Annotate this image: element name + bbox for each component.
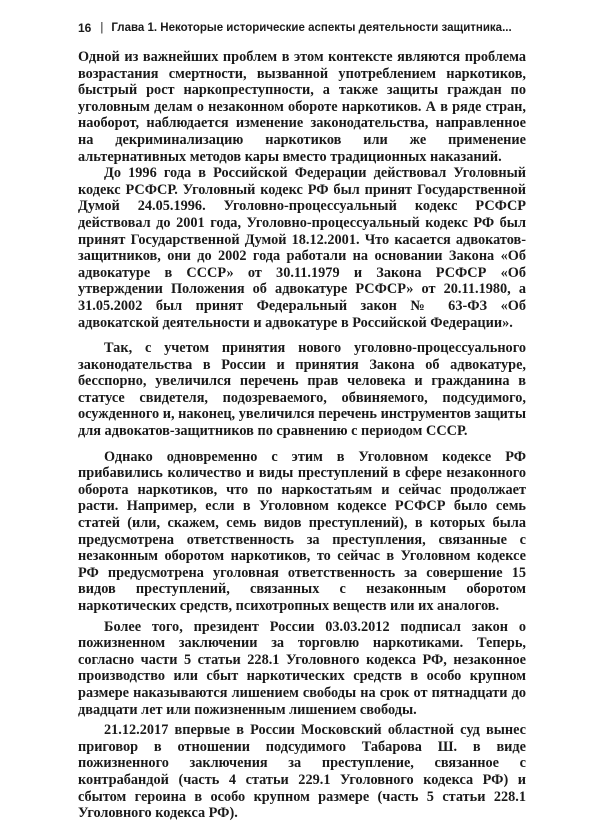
- page-number: 16: [78, 21, 92, 35]
- paragraph-rights-expansion: Так, с учетом принятия нового уголовно-процессуального законодательства в России и принятия Закона об адвокатуре, бесспорно, увеличился перечень прав человека и гражданина в статусе свидетеля, подозреваемого, обвиняемого, подсудимого, осужденного и, наконец, увеличился перечень инструментов защиты для адвокатов-защитников по сравнению с периодом СССР.: [78, 340, 526, 440]
- paragraph-life-sentence-law: Более того, президент России 03.03.2012 подписал закон о пожизненном заключении за торговлю наркотиками. Теперь, согласно части 5 статьи 228.1 Уголовного кодекса РФ, незаконное производство или сбыт наркотических средств в особо крупном размере наказываются лишением свободы на срок от пятнадцати до двадцати лет или пожизненным лишением свободы.: [78, 618, 526, 718]
- paragraph-drug-problems: Одной из важнейших проблем в этом контексте являются проблема возрастания смертности, вызванной употреблением наркотиков, быстрый рост наркопреступности, а также защиты граждан по уголовным делам о незаконном обороте наркотиков. А в ряде стран, наоборот, наблюдается изменение законодательства, направленное на декриминализацию наркотиков или же применение альтернативных методов кары вместо традиционных наказаний.: [78, 49, 526, 165]
- chapter-title: Глава 1. Некоторые исторические аспекты деятельности защитника...: [111, 22, 512, 34]
- header-separator: |: [100, 22, 104, 34]
- paragraph-drug-crimes: Однако одновременно с этим в Уголовном кодексе РФ прибавились количество и виды преступлений в сфере незаконного оборота наркотиков, что по наркостатьям и сейчас продолжает расти. Например, если в Уголовном кодексе РСФСР было семь статей (или, скажем, семь видов преступлений), в которых была предусмотрена ответственность за преступления, связанные с незаконным оборотом наркотиков, то сейчас в Уголовном кодексе РФ предусмотрена уголовная ответственность за совершение 15 видов преступлений, связанных с незаконным оборотом наркотических средств, психотропных веществ или их аналогов.: [78, 448, 526, 614]
- paragraph-first-life-sentence: 21.12.2017 впервые в России Московский областной суд вынес приговор в отношении подсудимого Табарова Ш. в виде пожизненного заключения за преступление, связанное с контрабандой (часть 4 статьи 229.1 Уголовного кодекса РФ) и сбытом героина в особо крупном размере (часть 5 статьи 228.1 Уголовного кодекса РФ).: [78, 722, 526, 822]
- running-head: [78, 20, 526, 36]
- book-page: [78, 20, 526, 822]
- body-text: [78, 49, 526, 822]
- paragraph-legislation-history: До 1996 года в Российской Федерации действовал Уголовный кодекс РСФСР. Уголовный кодекс РФ был принят Государственной Думой 24.05.1996. Уголовно-процессуальный кодекс РСФСР действовал до 2001 года, Уголовно-процессуальный кодекс РФ был принят Государственной Думой 18.12.2001. Что касается адвокатов-защитников, они до 2002 года работали на основании Закона «Об адвокатуре в СССР» от 30.11.1979 и Закона РСФСР «Об утверждении Положения об адвокатуре РСФСР» от 20.11.1980, а 31.05.2002 был принят Федеральный закон № 63-ФЗ «Об адвокатской деятельности и адвокатуре в Российской Федерации».: [78, 165, 526, 331]
